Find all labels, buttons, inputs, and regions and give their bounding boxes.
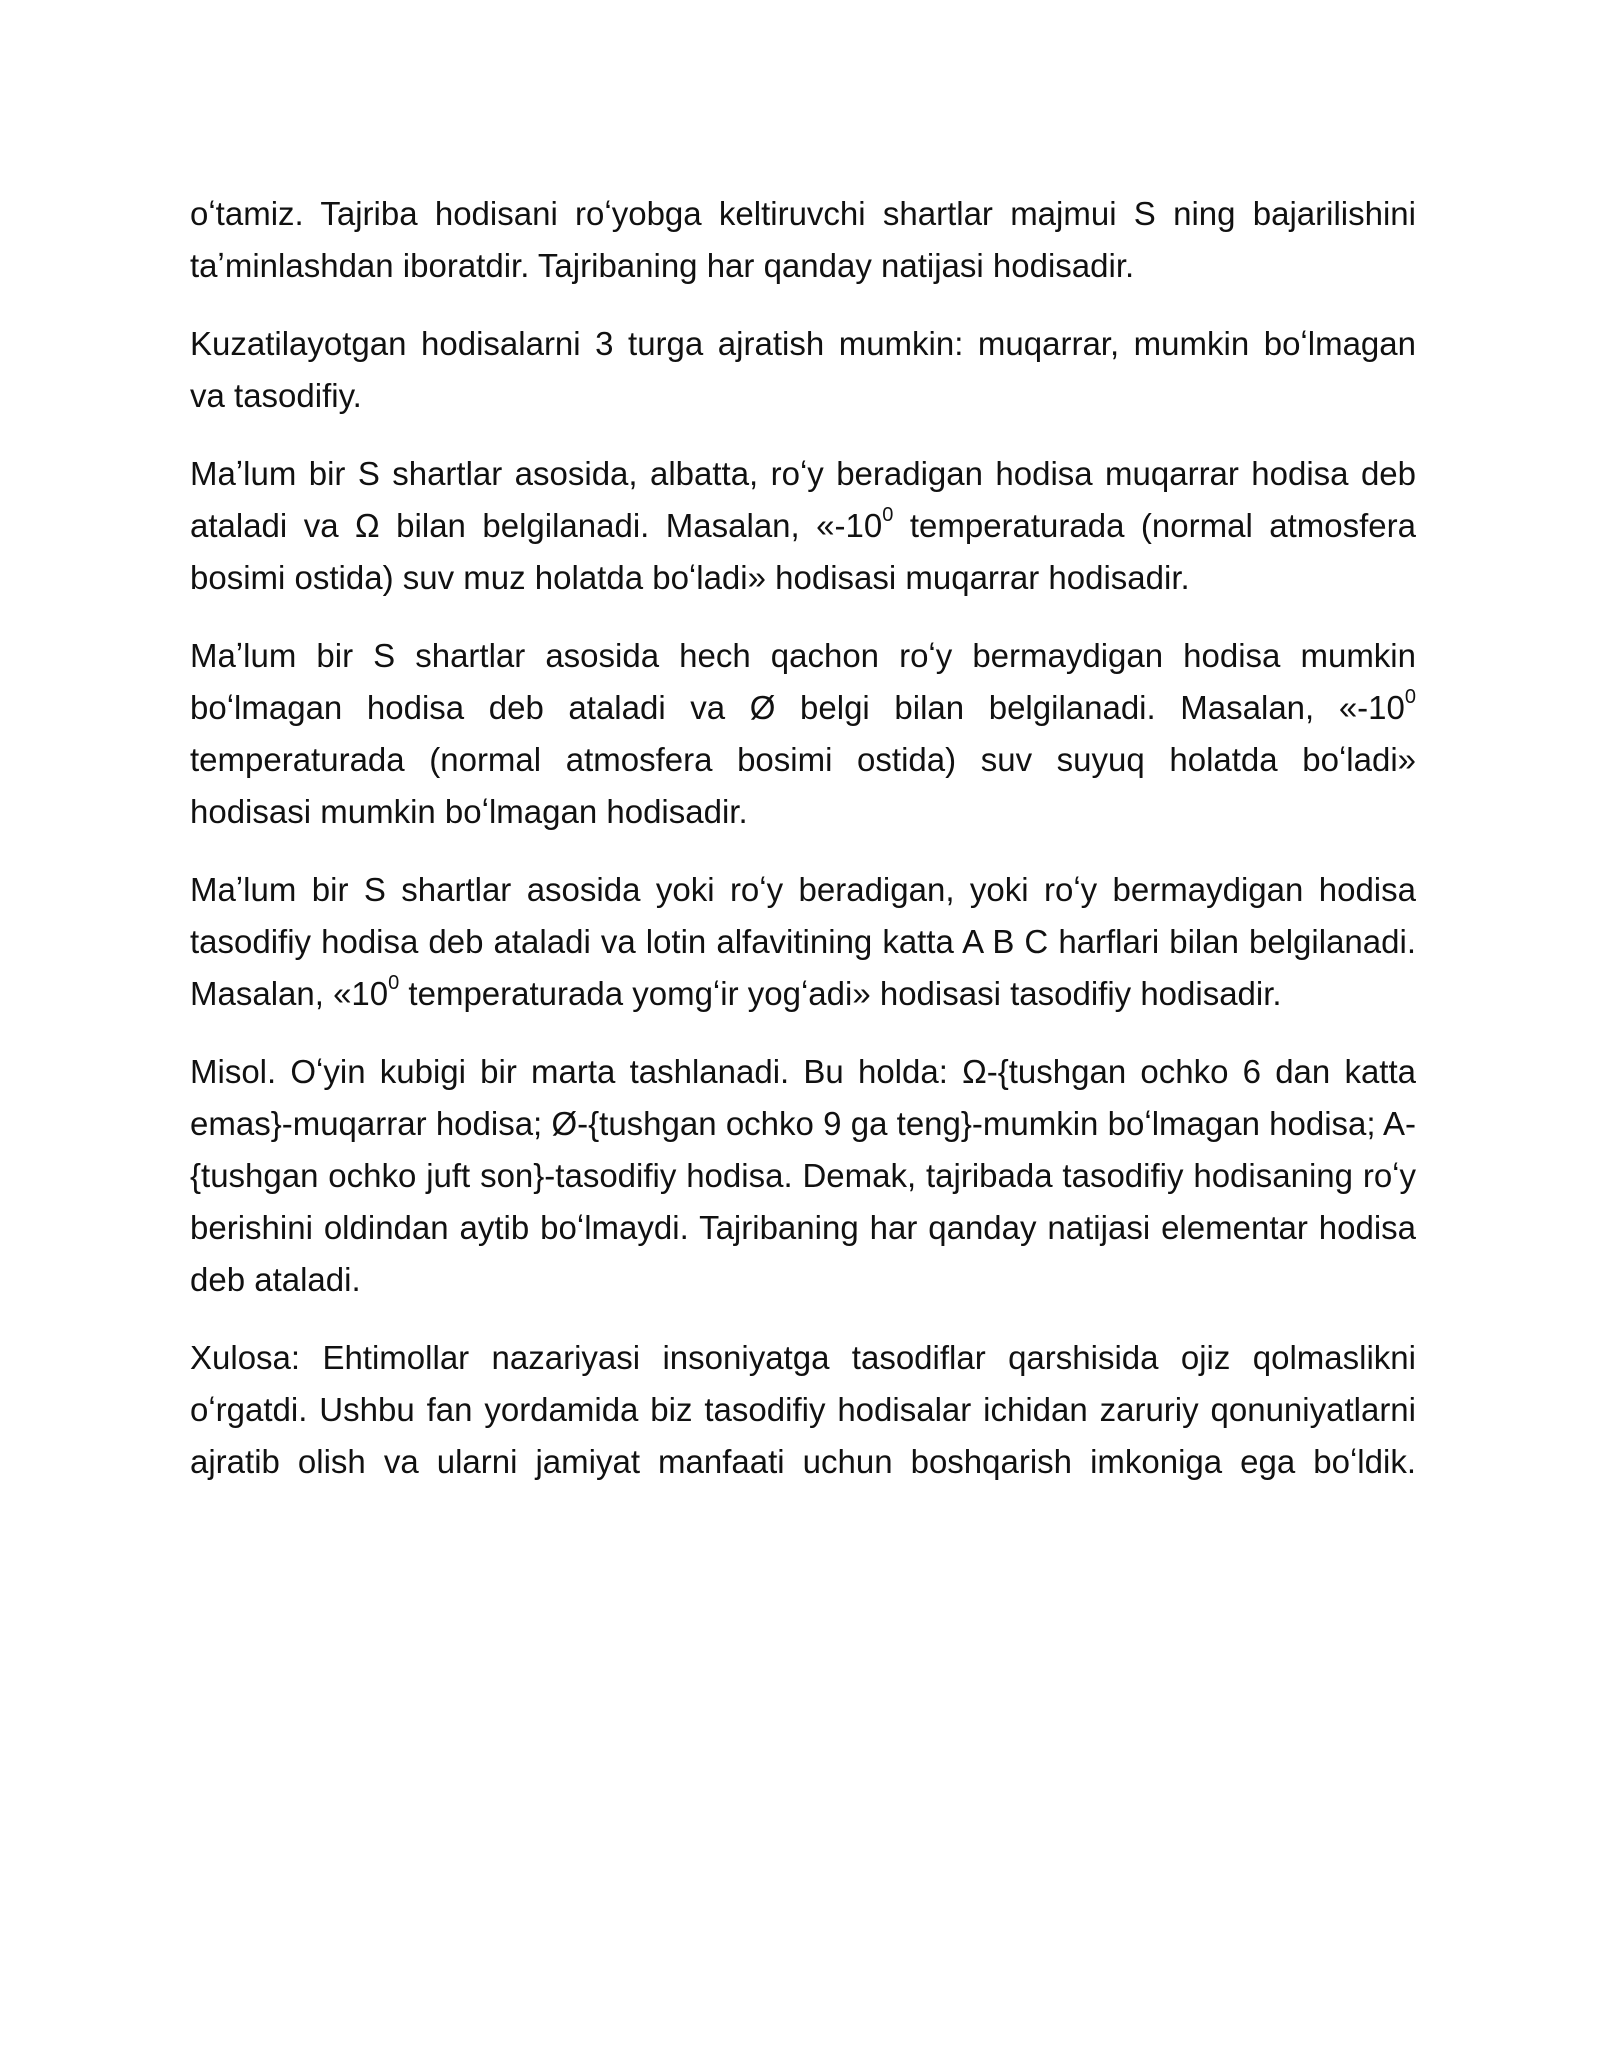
- paragraph-text: Maʼlum bir S shartlar asosida hech qachon roʻy bermaydigan hodisa mumkin boʻlmagan hodisa deb ataladi va Ø belgi bilan belgilanadi. Masalan, «-10: [190, 637, 1416, 726]
- degree-superscript: 0: [882, 504, 894, 526]
- degree-superscript: 0: [388, 972, 400, 994]
- paragraph-certain-event: [190, 448, 1416, 604]
- paragraph-text: temperaturada (normal atmosfera bosimi ostida) suv suyuq holatda boʻladi» hodisasi mumkin boʻlmagan hodisadir.: [190, 741, 1416, 830]
- paragraph-text: temperaturada yomgʻir yogʻadi» hodisasi tasodifiy hodisadir.: [399, 975, 1282, 1012]
- paragraph-text: temperaturada (normal atmosfera bosimi ostida) suv muz holatda boʻladi» hodisasi muqarrar hodisadir.: [190, 507, 1416, 596]
- paragraph-text: Maʼlum bir S shartlar asosida yoki roʻy beradigan, yoki roʻy bermaydigan hodisa tasodifiy hodisa deb ataladi va lotin alfavitining katta A B C harflari bilan belgilanadi. Masalan, «10: [190, 871, 1416, 1012]
- paragraph-text: Maʼlum bir S shartlar asosida, albatta, roʻy beradigan hodisa muqarrar hodisa deb ataladi va Ω bilan belgilanadi. Masalan, «-10: [190, 455, 1416, 544]
- paragraph-conclusion: Xulosa: Ehtimollar nazariyasi insoniyatga tasodiflar qarshisida ojiz qolmaslikni oʻrgatdi. Ushbu fan yordamida biz tasodifiy hodisalar ichidan zaruriy qonuniyatlarni ajratib olish va ularni jamiyat manfaati uchun boshqarish imkoniga ega boʻldik.: [190, 1339, 1416, 1480]
- paragraph-experiment: oʻtamiz. Tajriba hodisani roʻyobga keltiruvchi shartlar majmui S ning bajarilishini taʼminlashdan iboratdir. Tajribaning har qanday natijasi hodisadir.: [190, 195, 1416, 284]
- paragraph-impossible-event: [190, 630, 1416, 838]
- document-body: [190, 188, 1416, 1514]
- degree-superscript: 0: [1404, 686, 1416, 708]
- paragraph-example: Misol. Oʻyin kubigi bir marta tashlanadi. Bu holda: Ω-{tushgan ochko 6 dan katta emas}-muqarrar hodisa; Ø-{tushgan ochko 9 ga teng}-mumkin boʻlmagan hodisa; A-{tushgan ochko juft son}-tasodifiy hodisa. Demak, tajribada tasodifiy hodisaning roʻy berishini oldindan aytib boʻlmaydi. Tajribaning har qanday natijasi elementar hodisa deb ataladi.: [190, 1053, 1416, 1298]
- paragraph-random-event: [190, 864, 1416, 1020]
- paragraph-event-types: Kuzatilayotgan hodisalarni 3 turga ajratish mumkin: muqarrar, mumkin boʻlmagan va tasodifiy.: [190, 325, 1416, 414]
